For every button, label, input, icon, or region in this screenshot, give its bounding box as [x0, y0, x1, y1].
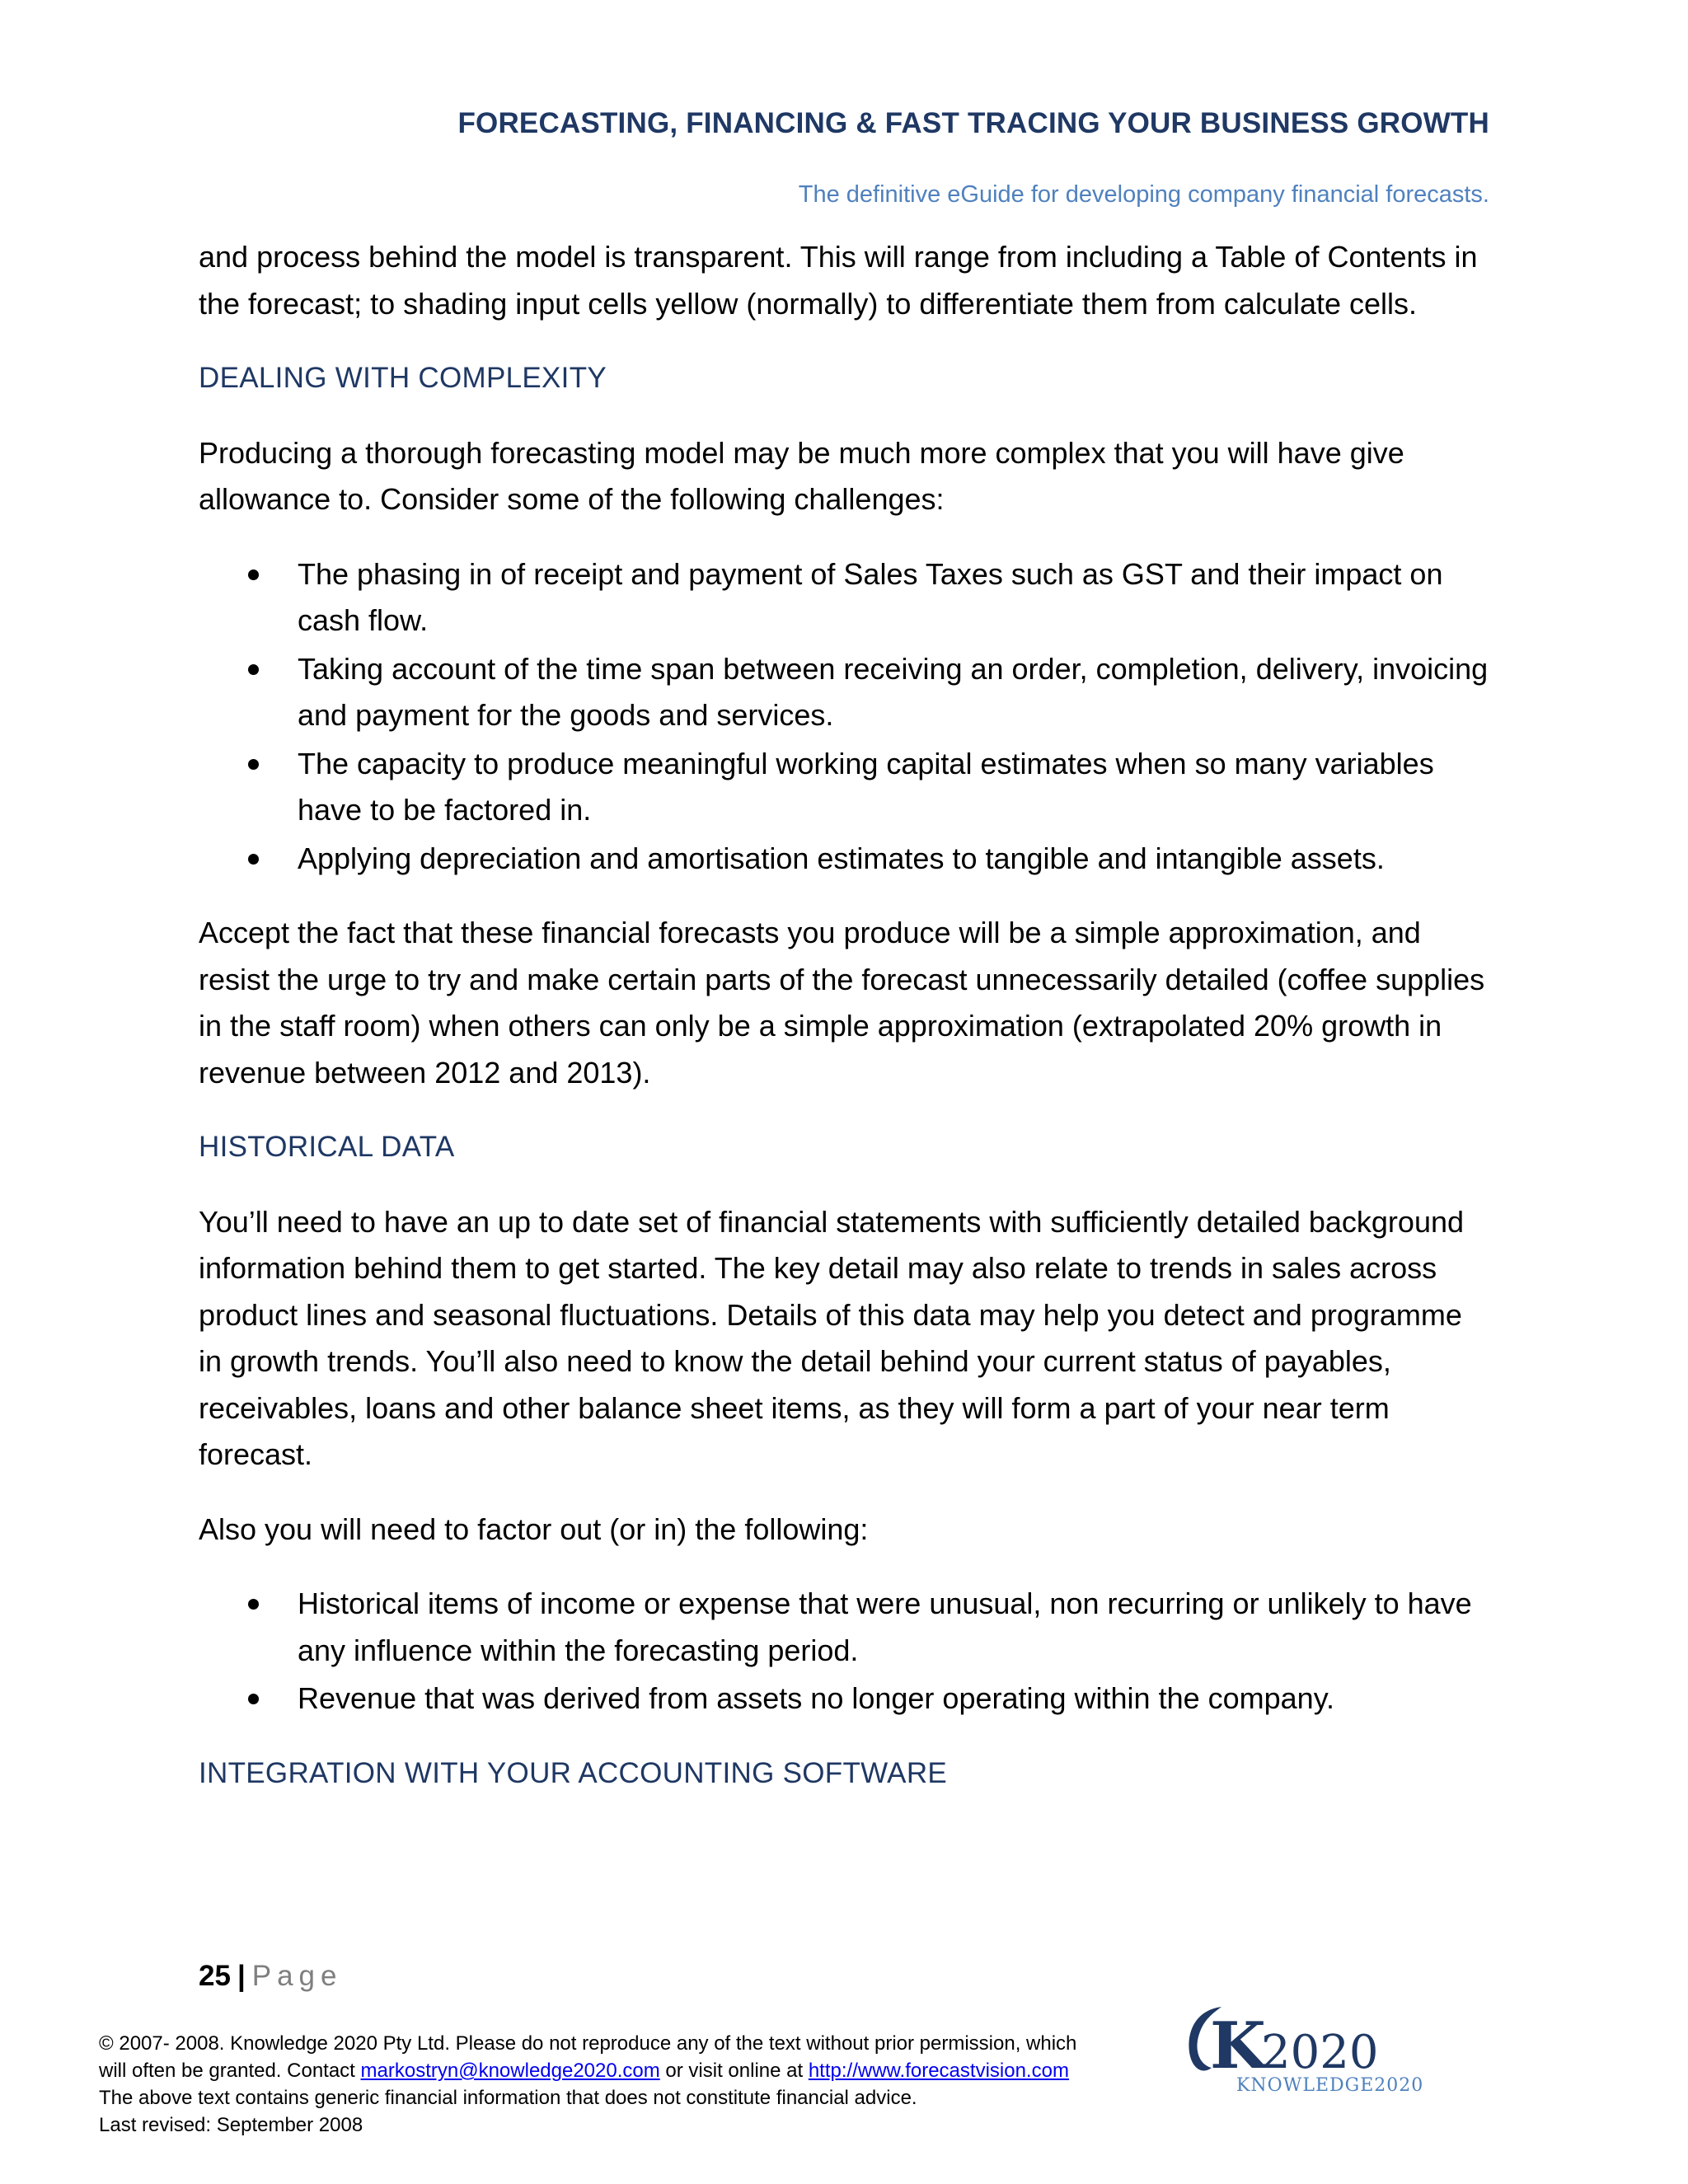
list-item-text: Taking account of the time span between receiving an order, completion, delivery, invoicing and payment for the goods and services. — [298, 651, 1489, 732]
email-link[interactable]: markostryn@knowledge2020.com — [360, 2060, 660, 2082]
complexity-bullet-list — [199, 551, 1493, 883]
section-heading-integration: INTEGRATION WITH YOUR ACCOUNTING SOFTWARE — [199, 1756, 948, 1789]
page-number-label: Page — [251, 1960, 343, 1992]
historical-bullet-list — [199, 1581, 1493, 1722]
section-heading-complexity: DEALING WITH COMPLEXITY — [199, 362, 607, 394]
footer-contact-text: will often be granted. Contact — [99, 2060, 361, 2082]
page-number-separator: | — [237, 1960, 246, 1992]
bullet-icon — [248, 569, 259, 580]
header-subtitle: The definitive eGuide for developing company financial forecasts. — [798, 181, 1489, 208]
list-item-text: Revenue that was derived from assets no longer operating within the company. — [298, 1681, 1335, 1715]
section-heading-historical-data: HISTORICAL DATA — [199, 1131, 455, 1163]
footer-visit-text: or visit online at — [659, 2060, 809, 2082]
footer-line-3: The above text contains generic financial information that does not constitute financial advice. — [99, 2087, 917, 2109]
logo-wordmark: KNOWLEDGE2020 — [1236, 2075, 1424, 2096]
list-item — [199, 1675, 1493, 1722]
list-item-text: The capacity to produce meaningful working capital estimates when so many variables have to be factored in. — [298, 746, 1434, 827]
list-item-text: Historical items of income or expense that were unusual, non recurring or unlikely to have any influence within the forecasting period. — [298, 1586, 1472, 1667]
website-link[interactable]: http://www.forecastvision.com — [808, 2060, 1069, 2082]
list-item — [199, 646, 1493, 739]
factor-out-paragraph: Also you will need to factor out (or in) the following: — [199, 1511, 869, 1546]
footer-line-1: © 2007- 2008. Knowledge 2020 Pty Ltd. Please do not reproduce any of the text without prior permission, which — [99, 2032, 1077, 2055]
logo-letter-k: K — [1210, 2008, 1266, 2083]
list-item — [199, 836, 1493, 883]
page-number-value: 25 — [199, 1960, 231, 1992]
footer-copyright — [99, 2030, 1162, 2139]
list-item-text: The phasing in of receipt and payment of Sales Taxes such as GST and their impact on cash flow. — [298, 556, 1443, 637]
footer-line-2 — [99, 2057, 1162, 2084]
bullet-icon — [248, 1599, 259, 1610]
knowledge2020-logo — [1179, 1999, 1434, 2102]
logo-number: 2020 — [1261, 2026, 1379, 2079]
list-item-text: Applying depreciation and amortisation estimates to tangible and intangible assets. — [298, 841, 1385, 875]
page-body — [199, 234, 1493, 1825]
page-number — [199, 1960, 342, 1993]
list-item — [199, 741, 1493, 834]
bullet-icon — [248, 664, 259, 675]
intro-paragraph: and process behind the model is transparent. This will range from including a Table of Contents in the forecast; to shading input cells yellow (normally) to differentiate them from calculate cells. — [199, 240, 1478, 321]
historical-data-paragraph: You’ll need to have an up to date set of financial statements with sufficiently detailed background information behind them to get started. The key detail may also relate to trends in sales across product lines and seasonal fluctuations. Details of this data may help you detect and programme in growth trends. You’ll also need to know the detail behind your current status of payables, receivables, loans and other balance sheet items, as they will form a part of your near term forecast. — [199, 1204, 1465, 1471]
list-item — [199, 1581, 1493, 1674]
approximation-paragraph: Accept the fact that these financial forecasts you produce will be a simple approximation, and resist the urge to try and make certain parts of the forecast unnecessarily detailed (coffee supplies in the staff room) when others can only be a simple approximation (extrapolated 20% growth in revenue between 2012 and 2013). — [199, 916, 1485, 1090]
bullet-icon — [248, 759, 259, 770]
footer-line-4: Last revised: September 2008 — [99, 2114, 363, 2136]
bullet-icon — [248, 854, 259, 865]
complexity-paragraph: Producing a thorough forecasting model may be much more complex that you will have give allowance to. Consider some of the following challenges: — [199, 435, 1404, 516]
header-title: FORECASTING, FINANCING & FAST TRACING YOUR BUSINESS GROWTH — [457, 107, 1489, 139]
list-item — [199, 551, 1493, 644]
bullet-icon — [248, 1694, 259, 1704]
